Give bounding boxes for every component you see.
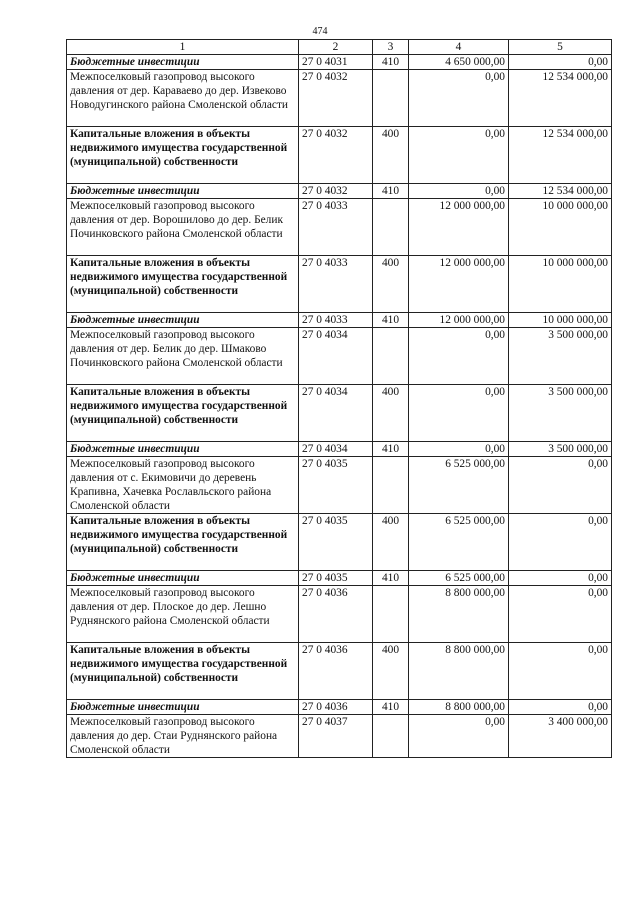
row-target-code: 27 0 4033 [299,199,373,256]
row-name: Межпоселковый газопровод высокого давления до дер. Стаи Руднянского района Смоленской области [67,715,299,758]
table-row [67,571,612,586]
row-target-code: 27 0 4036 [299,700,373,715]
row-expense-type: 400 [373,514,409,571]
table-row [67,70,612,127]
row-amount-col5: 0,00 [509,586,612,643]
row-target-code: 27 0 4034 [299,442,373,457]
row-amount-col4: 6 525 000,00 [409,514,509,571]
row-amount-col5: 0,00 [509,700,612,715]
row-expense-type: 410 [373,571,409,586]
row-expense-type [373,199,409,256]
budget-table-body [67,40,612,758]
row-name: Межпоселковый газопровод высокого давления от дер. Ворошилово до дер. Белик Починковского района Смоленской области [67,199,299,256]
row-target-code: 27 0 4032 [299,184,373,199]
table-row [67,385,612,442]
row-target-code: 27 0 4035 [299,571,373,586]
table-row [67,199,612,256]
table-row [67,127,612,184]
row-amount-col4: 12 000 000,00 [409,256,509,313]
table-row [67,184,612,199]
row-name: Бюджетные инвестиции [67,700,299,715]
row-amount-col4: 8 800 000,00 [409,586,509,643]
page-number: 474 [312,26,328,37]
row-amount-col4: 12 000 000,00 [409,199,509,256]
row-name: Бюджетные инвестиции [67,55,299,70]
row-amount-col5: 0,00 [509,457,612,514]
row-name: Бюджетные инвестиции [67,313,299,328]
row-amount-col5: 12 534 000,00 [509,184,612,199]
row-amount-col4: 0,00 [409,715,509,758]
row-amount-col5: 3 500 000,00 [509,328,612,385]
row-name: Межпоселковый газопровод высокого давления от дер. Плоское до дер. Лешно Руднянского района Смоленской области [67,586,299,643]
row-amount-col5: 0,00 [509,643,612,700]
table-row [67,457,612,514]
row-expense-type [373,70,409,127]
table-row [67,715,612,758]
row-target-code: 27 0 4034 [299,385,373,442]
row-target-code: 27 0 4034 [299,328,373,385]
header-col-3: 3 [373,40,409,55]
row-name: Межпоселковый газопровод высокого давления от с. Екимовичи до деревень Крапивна, Хачевка Рославльского района Смоленской области [67,457,299,514]
row-expense-type: 410 [373,442,409,457]
row-expense-type [373,457,409,514]
row-amount-col5: 10 000 000,00 [509,199,612,256]
row-amount-col4: 8 800 000,00 [409,700,509,715]
table-row [67,514,612,571]
header-col-4: 4 [409,40,509,55]
row-amount-col5: 10 000 000,00 [509,313,612,328]
row-target-code: 27 0 4031 [299,55,373,70]
table-row [67,586,612,643]
row-expense-type: 410 [373,55,409,70]
table-row [67,328,612,385]
row-amount-col5: 3 500 000,00 [509,385,612,442]
row-name: Бюджетные инвестиции [67,442,299,457]
row-name: Капитальные вложения в объекты недвижимого имущества государственной (муниципальной) собственности [67,385,299,442]
row-name: Бюджетные инвестиции [67,571,299,586]
row-amount-col4: 0,00 [409,184,509,199]
row-amount-col5: 10 000 000,00 [509,256,612,313]
row-target-code: 27 0 4033 [299,313,373,328]
table-header-row [67,40,612,55]
row-name: Межпоселковый газопровод высокого давления от дер. Белик до дер. Шмаково Починковского района Смоленской области [67,328,299,385]
row-amount-col5: 12 534 000,00 [509,70,612,127]
row-name: Межпоселковый газопровод высокого давления от дер. Караваево до дер. Извеково Новодугинского района Смоленской области [67,70,299,127]
row-target-code: 27 0 4035 [299,514,373,571]
row-target-code: 27 0 4036 [299,643,373,700]
header-col-1: 1 [67,40,299,55]
row-expense-type: 410 [373,313,409,328]
row-amount-col4: 8 800 000,00 [409,643,509,700]
row-amount-col4: 4 650 000,00 [409,55,509,70]
row-expense-type: 400 [373,256,409,313]
row-amount-col4: 6 525 000,00 [409,457,509,514]
row-target-code: 27 0 4035 [299,457,373,514]
row-expense-type: 400 [373,643,409,700]
row-amount-col5: 3 400 000,00 [509,715,612,758]
row-expense-type: 400 [373,385,409,442]
table-row [67,55,612,70]
row-expense-type: 410 [373,700,409,715]
row-name: Капитальные вложения в объекты недвижимого имущества государственной (муниципальной) собственности [67,514,299,571]
row-target-code: 27 0 4032 [299,127,373,184]
row-name: Капитальные вложения в объекты недвижимого имущества государственной (муниципальной) собственности [67,127,299,184]
row-expense-type [373,715,409,758]
row-amount-col5: 12 534 000,00 [509,127,612,184]
row-amount-col4: 12 000 000,00 [409,313,509,328]
row-amount-col5: 3 500 000,00 [509,442,612,457]
table-row [67,643,612,700]
table-row [67,256,612,313]
row-expense-type: 410 [373,184,409,199]
row-name: Бюджетные инвестиции [67,184,299,199]
table-row [67,313,612,328]
row-name: Капитальные вложения в объекты недвижимого имущества государственной (муниципальной) собственности [67,643,299,700]
row-amount-col4: 0,00 [409,328,509,385]
row-target-code: 27 0 4033 [299,256,373,313]
row-amount-col5: 0,00 [509,514,612,571]
row-amount-col4: 6 525 000,00 [409,571,509,586]
row-expense-type [373,328,409,385]
header-col-2: 2 [299,40,373,55]
row-amount-col5: 0,00 [509,55,612,70]
table-row [67,700,612,715]
row-amount-col4: 0,00 [409,127,509,184]
table-row [67,442,612,457]
row-expense-type [373,586,409,643]
row-target-code: 27 0 4036 [299,586,373,643]
row-target-code: 27 0 4032 [299,70,373,127]
row-target-code: 27 0 4037 [299,715,373,758]
header-col-5: 5 [509,40,612,55]
row-amount-col4: 0,00 [409,70,509,127]
budget-table [66,39,612,758]
row-amount-col4: 0,00 [409,442,509,457]
row-amount-col5: 0,00 [509,571,612,586]
row-expense-type: 400 [373,127,409,184]
row-name: Капитальные вложения в объекты недвижимого имущества государственной (муниципальной) собственности [67,256,299,313]
row-amount-col4: 0,00 [409,385,509,442]
